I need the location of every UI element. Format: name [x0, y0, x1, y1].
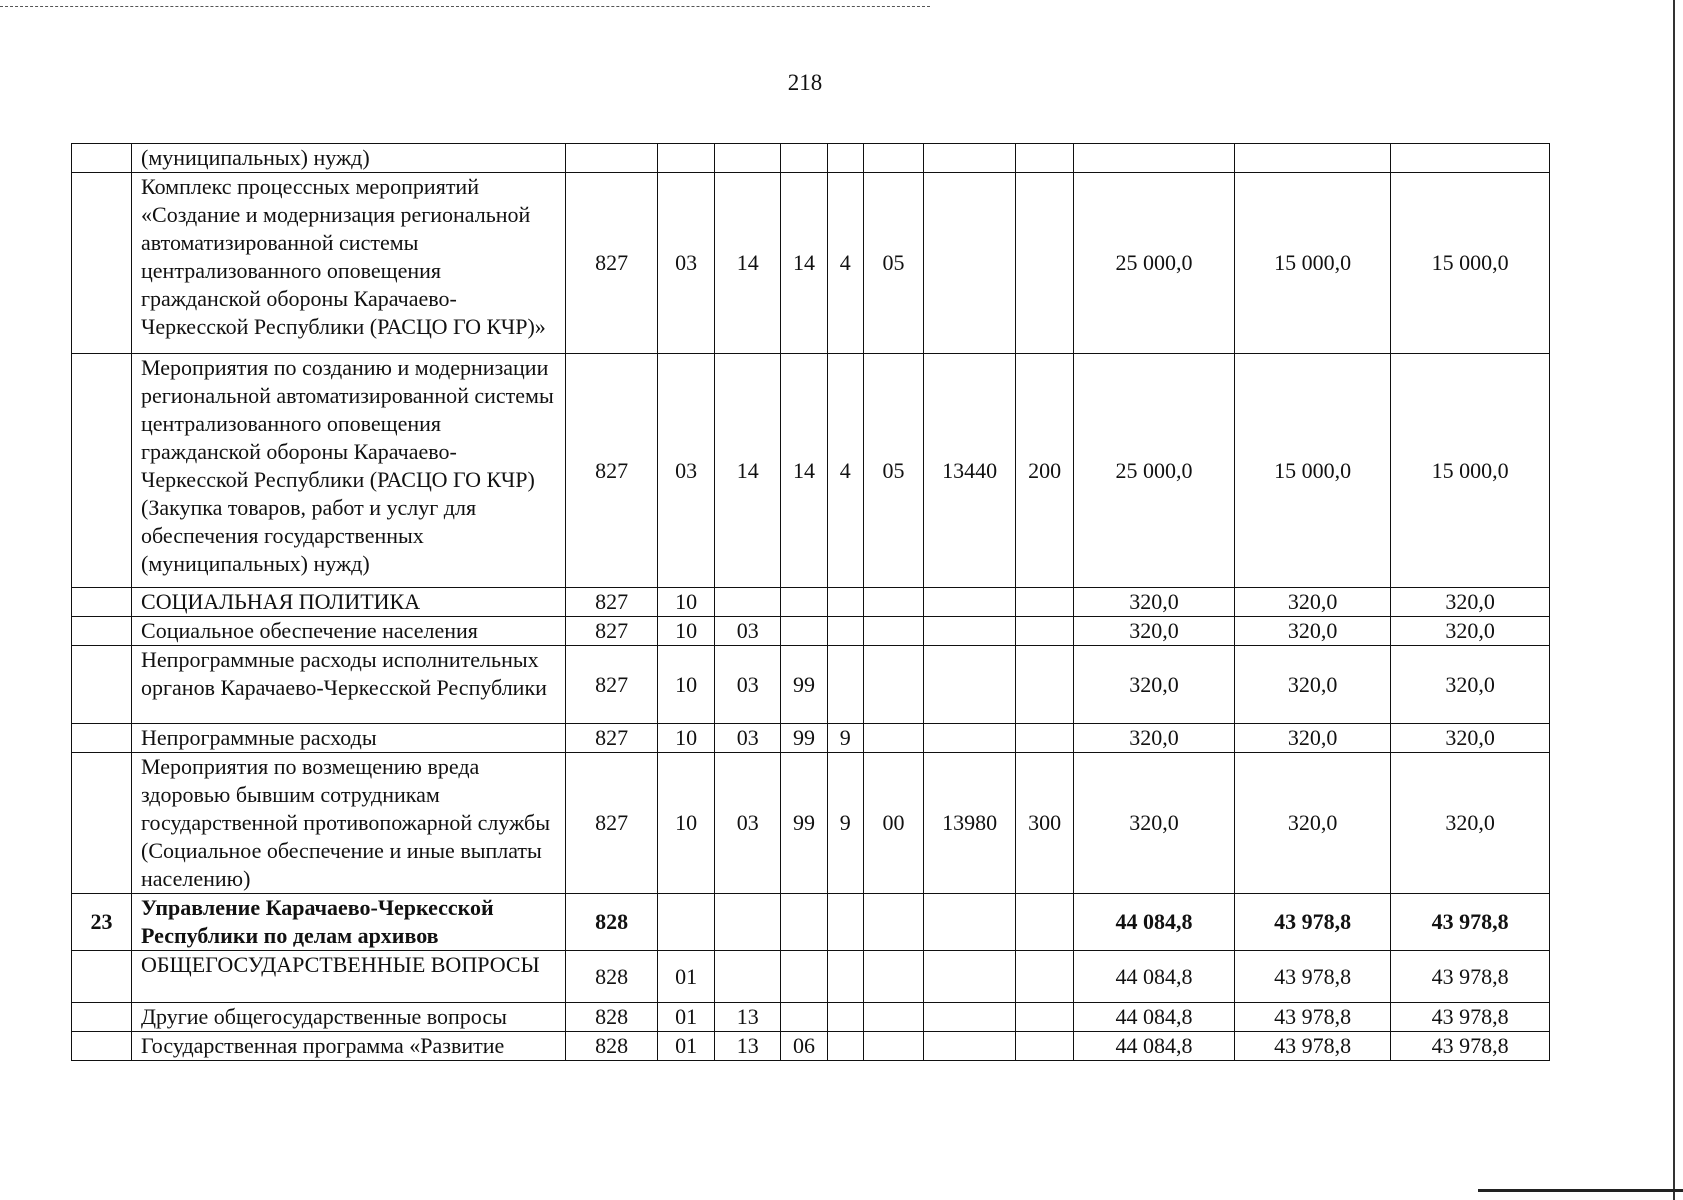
subsection-code-cell: 03 [715, 753, 781, 894]
kind-code-cell: 05 [864, 173, 924, 354]
amount-2025-cell: 320,0 [1234, 724, 1390, 753]
amount-2026-cell: 320,0 [1391, 617, 1550, 646]
row-name-cell: (муниципальных) нужд) [132, 144, 566, 173]
section-code-cell: 01 [658, 1032, 715, 1061]
row-name-cell: Непрограммные расходы исполнительных органов Карачаево-Черкесской Республики [132, 646, 566, 724]
subsection-code-cell: 13 [715, 1003, 781, 1032]
amount-2026-cell: 320,0 [1391, 588, 1550, 617]
row-name-cell: Комплекс процессных мероприятий «Создание и модернизация региональной автоматизированной системы централизованного оповещения гражданской обороны Карачаево-Черкесской Республики (РАСЦО ГО КЧР)» [132, 173, 566, 354]
kind-code-cell [864, 1003, 924, 1032]
program-code-cell [781, 588, 827, 617]
subprogram-code-cell [827, 894, 863, 951]
section-code-cell: 10 [658, 753, 715, 894]
budget-table [71, 143, 1550, 1061]
table-row [72, 753, 1550, 894]
page-number: 218 [787, 70, 823, 95]
amount-2024-cell: 320,0 [1074, 724, 1235, 753]
subsection-code-cell: 14 [715, 173, 781, 354]
subprogram-code-cell [827, 646, 863, 724]
admin-code-cell: 827 [566, 753, 658, 894]
amount-2025-cell: 43 978,8 [1234, 1003, 1390, 1032]
expense-type-cell [1016, 724, 1074, 753]
admin-code-cell: 828 [566, 951, 658, 1003]
row-number-cell [72, 646, 132, 724]
subsection-code-cell: 03 [715, 724, 781, 753]
table-row [72, 173, 1550, 354]
admin-code-cell [566, 144, 658, 173]
row-name-cell: Мероприятия по возмещению вреда здоровью бывшим сотрудникам государственной противопожарной службы (Социальное обеспечение и иные выплаты населению) [132, 753, 566, 894]
expense-type-cell [1016, 894, 1074, 951]
kind-code-cell: 05 [864, 354, 924, 588]
expense-type-cell [1016, 951, 1074, 1003]
row-number-cell [72, 1032, 132, 1061]
subprogram-code-cell [827, 1003, 863, 1032]
amount-2024-cell: 320,0 [1074, 617, 1235, 646]
amount-2026-cell: 43 978,8 [1391, 894, 1550, 951]
table-row [72, 646, 1550, 724]
row-name-cell: Социальное обеспечение населения [132, 617, 566, 646]
amount-2025-cell: 43 978,8 [1234, 894, 1390, 951]
table-row [72, 724, 1550, 753]
program-code-cell: 99 [781, 753, 827, 894]
row-name-cell: Управление Карачаево-Черкесской Республики по делам архивов [132, 894, 566, 951]
row-name-cell: Мероприятия по созданию и модернизации региональной автоматизированной системы централизованного оповещения гражданской обороны Карачаево-Черкесской Республики (РАСЦО ГО КЧР) (Закупка товаров, работ и услуг для обеспечения государственных (муниципальных) нужд) [132, 354, 566, 588]
amount-2024-cell: 44 084,8 [1074, 951, 1235, 1003]
direction-code-cell [924, 951, 1016, 1003]
program-code-cell [781, 1003, 827, 1032]
kind-code-cell [864, 724, 924, 753]
amount-2024-cell: 44 084,8 [1074, 1003, 1235, 1032]
admin-code-cell: 828 [566, 894, 658, 951]
amount-2026-cell: 320,0 [1391, 724, 1550, 753]
amount-2026-cell: 320,0 [1391, 646, 1550, 724]
amount-2024-cell: 320,0 [1074, 588, 1235, 617]
scan-artifact-top-line [0, 6, 930, 7]
direction-code-cell [924, 1032, 1016, 1061]
subsection-code-cell: 14 [715, 354, 781, 588]
scan-artifact-right-edge [1673, 0, 1675, 1200]
amount-2024-cell: 25 000,0 [1074, 354, 1235, 588]
row-number-cell [72, 1003, 132, 1032]
admin-code-cell: 828 [566, 1032, 658, 1061]
table-row [72, 617, 1550, 646]
subprogram-code-cell [827, 144, 863, 173]
kind-code-cell [864, 144, 924, 173]
amount-2025-cell: 43 978,8 [1234, 1032, 1390, 1061]
amount-2026-cell: 43 978,8 [1391, 951, 1550, 1003]
row-number-cell [72, 173, 132, 354]
subprogram-code-cell: 9 [827, 753, 863, 894]
subsection-code-cell: 03 [715, 646, 781, 724]
amount-2025-cell: 43 978,8 [1234, 951, 1390, 1003]
direction-code-cell [924, 173, 1016, 354]
scan-artifact-bottom-line [1478, 1189, 1683, 1192]
program-code-cell [781, 144, 827, 173]
row-name-cell: Непрограммные расходы [132, 724, 566, 753]
program-code-cell [781, 894, 827, 951]
row-name-cell: Другие общегосударственные вопросы [132, 1003, 566, 1032]
amount-2024-cell: 25 000,0 [1074, 173, 1235, 354]
table-row [72, 894, 1550, 951]
direction-code-cell [924, 646, 1016, 724]
kind-code-cell [864, 617, 924, 646]
subsection-code-cell [715, 951, 781, 1003]
expense-type-cell [1016, 617, 1074, 646]
amount-2025-cell: 320,0 [1234, 617, 1390, 646]
admin-code-cell: 827 [566, 173, 658, 354]
amount-2024-cell: 320,0 [1074, 753, 1235, 894]
admin-code-cell: 827 [566, 354, 658, 588]
expense-type-cell [1016, 1003, 1074, 1032]
direction-code-cell [924, 724, 1016, 753]
amount-2025-cell: 320,0 [1234, 753, 1390, 894]
admin-code-cell: 827 [566, 588, 658, 617]
section-code-cell [658, 144, 715, 173]
expense-type-cell: 300 [1016, 753, 1074, 894]
program-code-cell: 99 [781, 646, 827, 724]
admin-code-cell: 827 [566, 646, 658, 724]
section-code-cell: 10 [658, 588, 715, 617]
budget-table-body [72, 144, 1550, 1061]
row-name-cell: ОБЩЕГОСУДАРСТВЕННЫЕ ВОПРОСЫ [132, 951, 566, 1003]
subprogram-code-cell [827, 951, 863, 1003]
kind-code-cell [864, 588, 924, 617]
row-name-cell: Государственная программа «Развитие [132, 1032, 566, 1061]
direction-code-cell: 13440 [924, 354, 1016, 588]
amount-2026-cell: 15 000,0 [1391, 173, 1550, 354]
admin-code-cell: 827 [566, 724, 658, 753]
row-number-cell [72, 354, 132, 588]
amount-2026-cell: 43 978,8 [1391, 1003, 1550, 1032]
kind-code-cell: 00 [864, 753, 924, 894]
kind-code-cell [864, 894, 924, 951]
expense-type-cell [1016, 588, 1074, 617]
direction-code-cell: 13980 [924, 753, 1016, 894]
expense-type-cell [1016, 144, 1074, 173]
expense-type-cell [1016, 173, 1074, 354]
row-number-cell [72, 144, 132, 173]
table-row [72, 1003, 1550, 1032]
subsection-code-cell [715, 144, 781, 173]
subsection-code-cell [715, 588, 781, 617]
program-code-cell [781, 951, 827, 1003]
kind-code-cell [864, 1032, 924, 1061]
subprogram-code-cell [827, 617, 863, 646]
table-row [72, 1032, 1550, 1061]
table-row [72, 354, 1550, 588]
table-row [72, 144, 1550, 173]
kind-code-cell [864, 646, 924, 724]
subsection-code-cell [715, 894, 781, 951]
row-number-cell [72, 951, 132, 1003]
section-code-cell [658, 894, 715, 951]
direction-code-cell [924, 894, 1016, 951]
subprogram-code-cell [827, 588, 863, 617]
table-row [72, 588, 1550, 617]
row-name-cell: СОЦИАЛЬНАЯ ПОЛИТИКА [132, 588, 566, 617]
table-row [72, 951, 1550, 1003]
amount-2025-cell: 320,0 [1234, 646, 1390, 724]
section-code-cell: 10 [658, 617, 715, 646]
program-code-cell: 14 [781, 354, 827, 588]
program-code-cell: 14 [781, 173, 827, 354]
subprogram-code-cell: 9 [827, 724, 863, 753]
expense-type-cell [1016, 1032, 1074, 1061]
amount-2025-cell: 15 000,0 [1234, 354, 1390, 588]
amount-2025-cell [1234, 144, 1390, 173]
amount-2025-cell: 320,0 [1234, 588, 1390, 617]
amount-2026-cell: 15 000,0 [1391, 354, 1550, 588]
amount-2024-cell: 320,0 [1074, 646, 1235, 724]
program-code-cell: 99 [781, 724, 827, 753]
subprogram-code-cell [827, 1032, 863, 1061]
amount-2025-cell: 15 000,0 [1234, 173, 1390, 354]
amount-2024-cell [1074, 144, 1235, 173]
subsection-code-cell: 03 [715, 617, 781, 646]
amount-2024-cell: 44 084,8 [1074, 1032, 1235, 1061]
row-number-cell [72, 753, 132, 894]
section-code-cell: 01 [658, 1003, 715, 1032]
direction-code-cell [924, 144, 1016, 173]
subprogram-code-cell: 4 [827, 354, 863, 588]
expense-type-cell [1016, 646, 1074, 724]
section-code-cell: 10 [658, 724, 715, 753]
program-code-cell [781, 617, 827, 646]
direction-code-cell [924, 1003, 1016, 1032]
amount-2024-cell: 44 084,8 [1074, 894, 1235, 951]
section-code-cell: 10 [658, 646, 715, 724]
section-code-cell: 03 [658, 173, 715, 354]
admin-code-cell: 828 [566, 1003, 658, 1032]
expense-type-cell: 200 [1016, 354, 1074, 588]
direction-code-cell [924, 617, 1016, 646]
amount-2026-cell: 43 978,8 [1391, 1032, 1550, 1061]
row-number-cell [72, 588, 132, 617]
subsection-code-cell: 13 [715, 1032, 781, 1061]
row-number-cell [72, 617, 132, 646]
section-code-cell: 03 [658, 354, 715, 588]
admin-code-cell: 827 [566, 617, 658, 646]
amount-2026-cell [1391, 144, 1550, 173]
amount-2026-cell: 320,0 [1391, 753, 1550, 894]
row-number-cell: 23 [72, 894, 132, 951]
section-code-cell: 01 [658, 951, 715, 1003]
subprogram-code-cell: 4 [827, 173, 863, 354]
direction-code-cell [924, 588, 1016, 617]
kind-code-cell [864, 951, 924, 1003]
row-number-cell [72, 724, 132, 753]
program-code-cell: 06 [781, 1032, 827, 1061]
